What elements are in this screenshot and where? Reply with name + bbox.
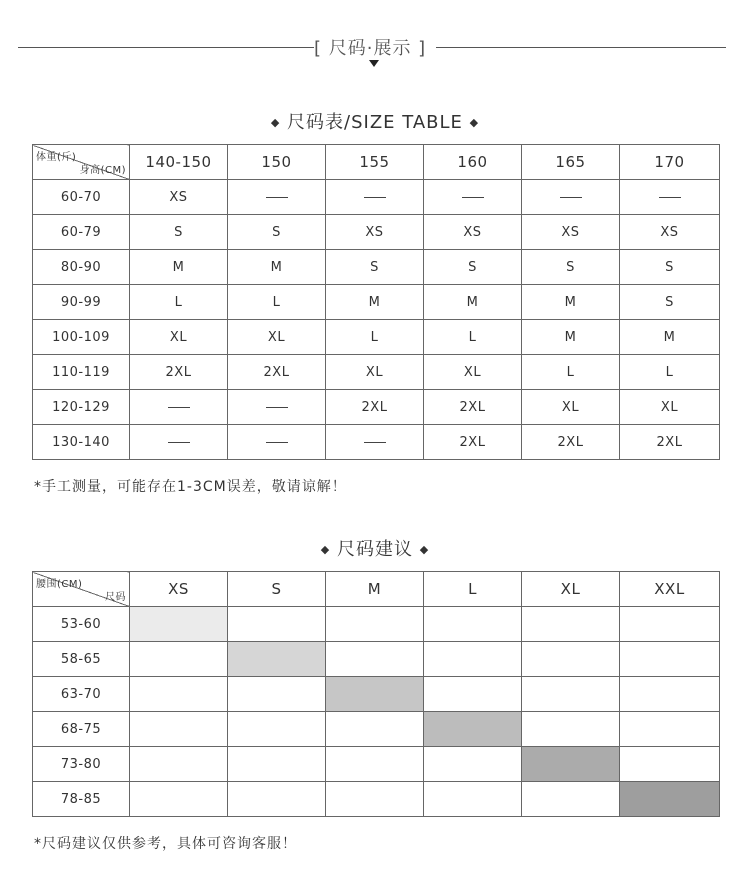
empty-cell (228, 677, 326, 712)
waist-range-label: 63-70 (33, 677, 130, 712)
empty-cell (228, 607, 326, 642)
diamond-icon: ◆ (419, 543, 430, 556)
height-column-header: 140-150 (130, 145, 228, 180)
dash-placeholder (266, 197, 288, 198)
table-row (33, 642, 720, 677)
table-row (33, 250, 720, 285)
size-cell: S (424, 250, 522, 285)
size-cell: 2XL (424, 390, 522, 425)
recommended-cell (620, 782, 720, 817)
header-line-left (18, 47, 314, 48)
size-cell: 2XL (228, 355, 326, 390)
size-cell: 2XL (326, 390, 424, 425)
empty-cell (620, 642, 720, 677)
size-cell: XS (620, 215, 720, 250)
height-column-header: 160 (424, 145, 522, 180)
size-table-note: *手工测量，可能存在1-3CM误差，敬请谅解！ (34, 479, 347, 495)
weight-range-label: 90-99 (33, 285, 130, 320)
size-cell: XL (326, 355, 424, 390)
empty-cell (522, 782, 620, 817)
size-cell (620, 180, 720, 215)
size-table-title: 尺码表/SIZE TABLE (287, 112, 463, 133)
table-row (33, 180, 720, 215)
size-cell: M (326, 285, 424, 320)
weight-range-label: 110-119 (33, 355, 130, 390)
advice-table-title-row (0, 535, 750, 561)
empty-cell (326, 747, 424, 782)
dash-placeholder (168, 407, 190, 408)
dash-placeholder (364, 442, 386, 443)
size-cell (228, 425, 326, 460)
size-cell: M (228, 250, 326, 285)
size-column-header: XS (130, 572, 228, 607)
waist-range-label: 78-85 (33, 782, 130, 817)
empty-cell (522, 642, 620, 677)
table-row (33, 355, 720, 390)
table-row (33, 712, 720, 747)
height-column-header: 150 (228, 145, 326, 180)
empty-cell (326, 712, 424, 747)
size-cell: L (522, 355, 620, 390)
waist-header: 腰围(CM) (36, 579, 83, 590)
size-cell: S (620, 285, 720, 320)
size-cell: L (130, 285, 228, 320)
header-line-right (436, 47, 726, 48)
size-cell: S (326, 250, 424, 285)
size-cell: XS (522, 215, 620, 250)
height-column-header: 165 (522, 145, 620, 180)
dash-placeholder (560, 197, 582, 198)
table-row (33, 607, 720, 642)
empty-cell (326, 782, 424, 817)
size-cell (130, 425, 228, 460)
table-row (33, 215, 720, 250)
weight-range-label: 120-129 (33, 390, 130, 425)
size-cell: S (522, 250, 620, 285)
table-row (33, 677, 720, 712)
empty-cell (620, 677, 720, 712)
advice-table-title: 尺码建议 (337, 539, 413, 560)
size-cell: M (522, 320, 620, 355)
dash-placeholder (168, 442, 190, 443)
size-cell: M (620, 320, 720, 355)
empty-cell (424, 607, 522, 642)
size-cell: S (130, 215, 228, 250)
table-row (33, 285, 720, 320)
weight-range-label: 60-79 (33, 215, 130, 250)
advice-table-note: *尺码建议仅供参考，具体可咨询客服！ (34, 836, 297, 852)
size-cell (326, 180, 424, 215)
header-title: [ 尺码·展示 ] (314, 38, 427, 59)
size-cell: M (522, 285, 620, 320)
size-column-header: XXL (620, 572, 720, 607)
table-row (33, 782, 720, 817)
waist-range-label: 73-80 (33, 747, 130, 782)
empty-cell (130, 642, 228, 677)
size-column-header: XL (522, 572, 620, 607)
weight-range-label: 130-140 (33, 425, 130, 460)
empty-cell (130, 677, 228, 712)
size-cell (228, 180, 326, 215)
size-column-header: M (326, 572, 424, 607)
empty-cell (620, 712, 720, 747)
empty-cell (522, 607, 620, 642)
empty-cell (228, 782, 326, 817)
size-cell: 2XL (424, 425, 522, 460)
empty-cell (620, 747, 720, 782)
diamond-icon: ◆ (320, 543, 331, 556)
height-column-header: 170 (620, 145, 720, 180)
table-row (33, 425, 720, 460)
size-table-title-row (0, 108, 750, 134)
size-cell: 2XL (130, 355, 228, 390)
size-column-header: S (228, 572, 326, 607)
recommended-cell (326, 677, 424, 712)
recommended-cell (130, 607, 228, 642)
size-cell: XS (424, 215, 522, 250)
dash-placeholder (266, 442, 288, 443)
recommended-cell (228, 642, 326, 677)
size-cell (130, 390, 228, 425)
size-cell: XS (326, 215, 424, 250)
empty-cell (424, 677, 522, 712)
size-cell: 2XL (620, 425, 720, 460)
weight-header: 体重(斤) (36, 152, 77, 163)
size-cell: M (424, 285, 522, 320)
size-cell (424, 180, 522, 215)
empty-cell (130, 712, 228, 747)
empty-cell (130, 747, 228, 782)
header-arrow-icon (369, 60, 379, 67)
diamond-icon: ◆ (270, 116, 281, 129)
table-row (33, 390, 720, 425)
size-table-corner (33, 145, 130, 180)
recommended-cell (424, 712, 522, 747)
dash-placeholder (462, 197, 484, 198)
empty-cell (620, 607, 720, 642)
size-cell: L (228, 285, 326, 320)
empty-cell (522, 677, 620, 712)
empty-cell (130, 782, 228, 817)
size-cell: XL (522, 390, 620, 425)
empty-cell (424, 642, 522, 677)
size-header: 尺码 (105, 592, 126, 603)
empty-cell (424, 747, 522, 782)
size-cell: S (228, 215, 326, 250)
recommended-cell (522, 747, 620, 782)
height-header: 身高(CM) (79, 165, 126, 176)
dash-placeholder (364, 197, 386, 198)
size-cell: L (424, 320, 522, 355)
size-cell: XL (130, 320, 228, 355)
empty-cell (326, 607, 424, 642)
waist-range-label: 68-75 (33, 712, 130, 747)
size-cell (228, 390, 326, 425)
size-cell: XS (130, 180, 228, 215)
empty-cell (424, 782, 522, 817)
size-cell: S (620, 250, 720, 285)
weight-range-label: 60-70 (33, 180, 130, 215)
size-cell: M (130, 250, 228, 285)
size-cell: XL (228, 320, 326, 355)
diamond-icon: ◆ (469, 116, 480, 129)
dash-placeholder (266, 407, 288, 408)
size-cell: 2XL (522, 425, 620, 460)
advice-table (32, 571, 720, 817)
size-cell: XL (620, 390, 720, 425)
height-column-header: 155 (326, 145, 424, 180)
empty-cell (228, 712, 326, 747)
advice-table-corner (33, 572, 130, 607)
weight-range-label: 100-109 (33, 320, 130, 355)
size-cell: L (620, 355, 720, 390)
empty-cell (326, 642, 424, 677)
size-cell (326, 425, 424, 460)
size-column-header: L (424, 572, 522, 607)
empty-cell (522, 712, 620, 747)
size-cell: L (326, 320, 424, 355)
size-cell: XL (424, 355, 522, 390)
size-table (32, 144, 720, 460)
weight-range-label: 80-90 (33, 250, 130, 285)
empty-cell (228, 747, 326, 782)
table-row (33, 320, 720, 355)
waist-range-label: 53-60 (33, 607, 130, 642)
waist-range-label: 58-65 (33, 642, 130, 677)
dash-placeholder (659, 197, 681, 198)
size-cell (522, 180, 620, 215)
table-row (33, 747, 720, 782)
